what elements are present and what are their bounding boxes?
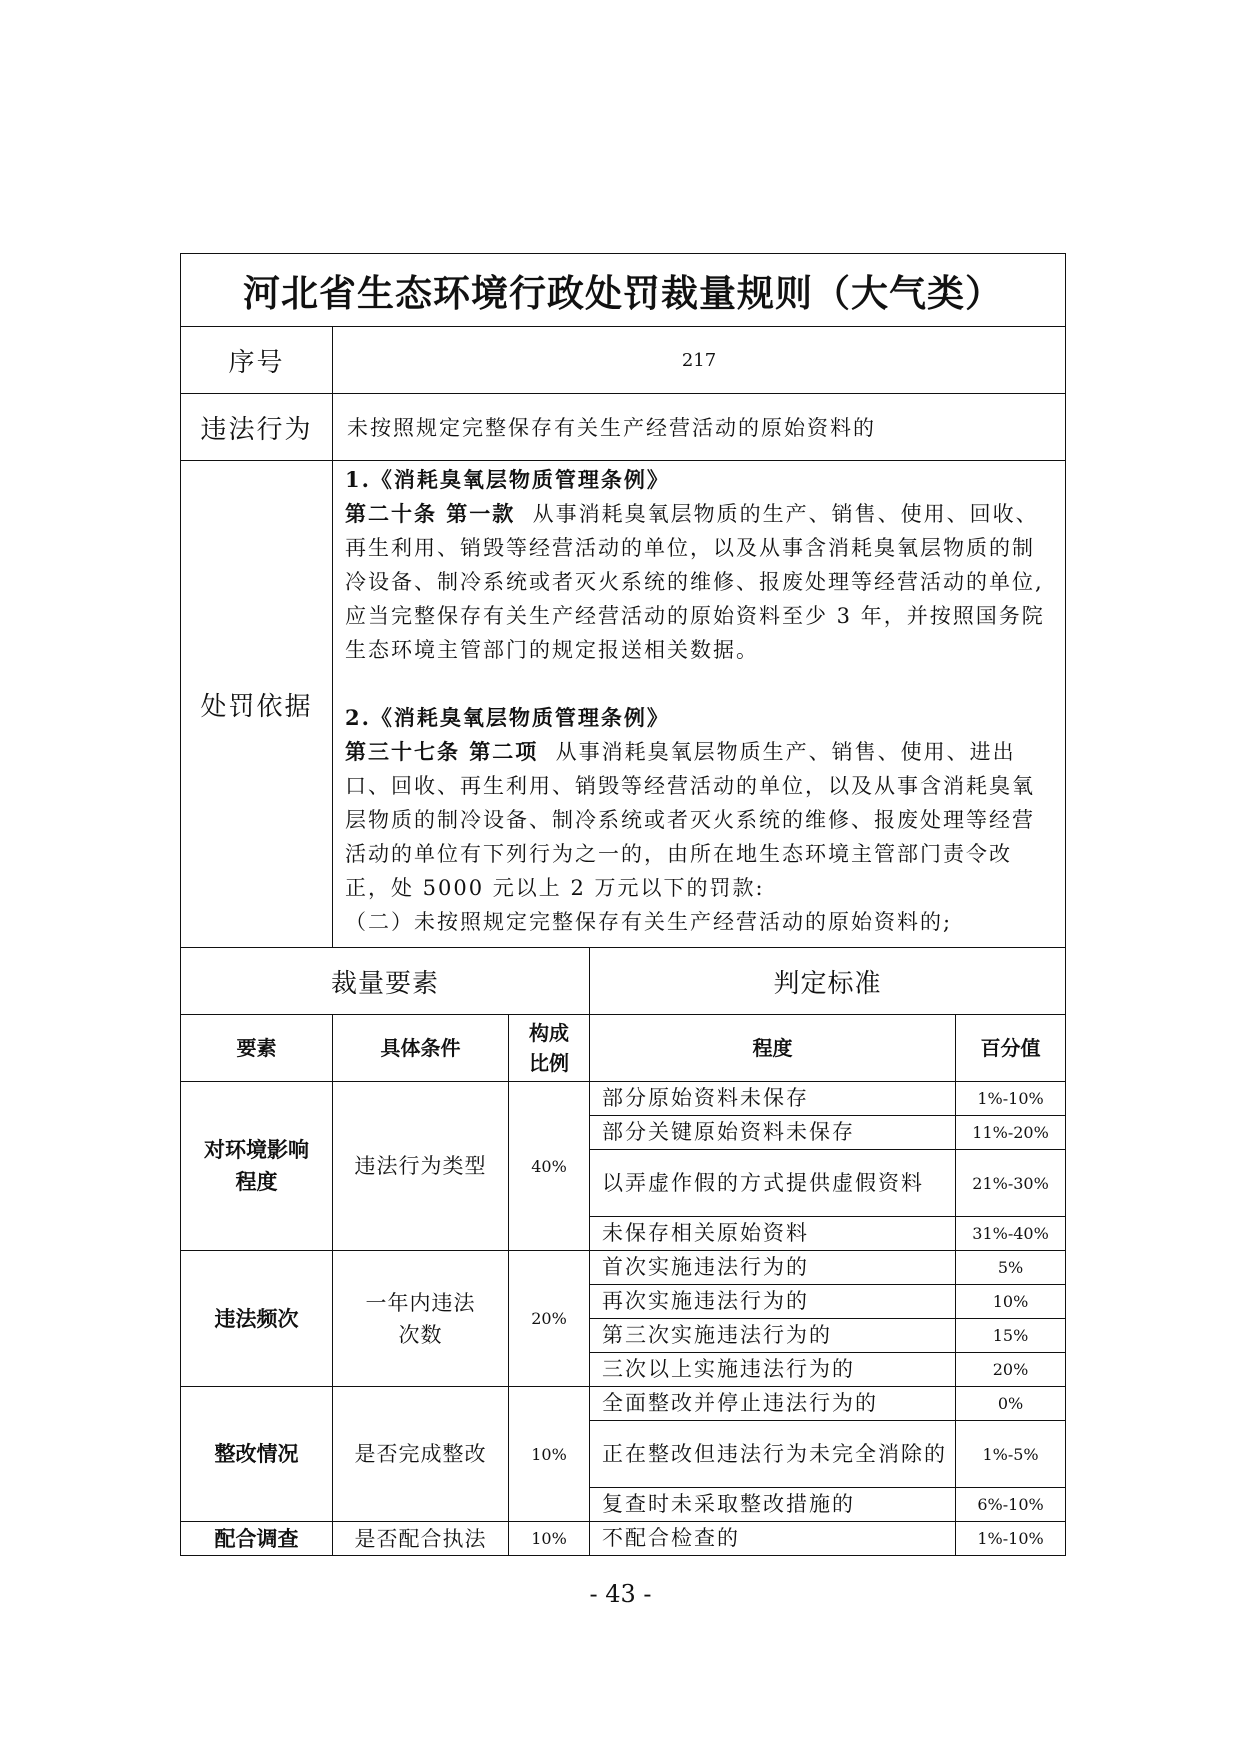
- factor-name: 对环境影响程度: [181, 1082, 333, 1251]
- col-condition: 具体条件: [333, 1015, 509, 1082]
- degree-cell: 全面整改并停止违法行为的: [590, 1387, 956, 1421]
- basis-text-1: 从事消耗臭氧层物质的生产、销售、使用、回收、再生利用、销毁等经营活动的单位，以及从事含消耗臭氧层物质的制冷设备、制冷系统或者灭火系统的维修、报废处理等经营活动的单位,应当完整保存有关生产经营活动的原始资料至少 3 年，并按照国务院生态环境主管部门的规定报送相关数据。: [345, 502, 1045, 662]
- degree-cell: 再次实施违法行为的: [590, 1285, 956, 1319]
- basis-article-paragraph-1: [345, 502, 1045, 662]
- percent-cell: 10%: [956, 1285, 1066, 1319]
- percent-cell: 31%-40%: [956, 1217, 1066, 1251]
- factor-condition: 是否配合执法: [333, 1522, 509, 1556]
- factor-ratio: 20%: [509, 1251, 590, 1387]
- degree-cell: 首次实施违法行为的: [590, 1251, 956, 1285]
- serial-value: 217: [333, 327, 1066, 394]
- table-row: [181, 1522, 1066, 1556]
- degree-cell: 部分关键原始资料未保存: [590, 1116, 956, 1150]
- percent-cell: 5%: [956, 1251, 1066, 1285]
- percent-cell: 1%-10%: [956, 1082, 1066, 1116]
- percent-cell: 1%-5%: [956, 1421, 1066, 1488]
- degree-cell: 以弄虚作假的方式提供虚假资料: [590, 1150, 956, 1217]
- violation-value: 未按照规定完整保存有关生产经营活动的原始资料的: [333, 394, 1066, 461]
- degree-cell: 三次以上实施违法行为的: [590, 1353, 956, 1387]
- penalty-rule-document: [180, 253, 1065, 1556]
- section-criteria: 判定标准: [590, 948, 1066, 1015]
- factor-ratio: 10%: [509, 1522, 590, 1556]
- violation-label: 违法行为: [181, 394, 333, 461]
- serial-label: 序号: [181, 327, 333, 394]
- basis-law-2: 2.《消耗臭氧层物质管理条例》: [345, 705, 670, 730]
- table-row: [181, 1251, 1066, 1285]
- factor-condition: 是否完成整改: [333, 1387, 509, 1522]
- percent-cell: 15%: [956, 1319, 1066, 1353]
- table-row: [181, 1082, 1066, 1116]
- factor-condition: 一年内违法次数: [333, 1251, 509, 1387]
- col-degree: 程度: [590, 1015, 956, 1082]
- basis-article-paragraph-2: [345, 740, 1035, 900]
- factor-name: 配合调查: [181, 1522, 333, 1556]
- percent-cell: 0%: [956, 1387, 1066, 1421]
- basis-article-2: 第三十七条 第二项: [345, 739, 539, 764]
- percent-cell: 11%-20%: [956, 1116, 1066, 1150]
- factor-ratio: 40%: [509, 1082, 590, 1251]
- percent-cell: 6%-10%: [956, 1488, 1066, 1522]
- degree-cell: 正在整改但违法行为未完全消除的: [590, 1421, 956, 1488]
- basis-law-1: 1.《消耗臭氧层物质管理条例》: [345, 467, 670, 492]
- col-factor: 要素: [181, 1015, 333, 1082]
- percent-cell: 1%-10%: [956, 1522, 1066, 1556]
- penalty-table: [180, 253, 1066, 1556]
- basis-clause-2: （二）未按照规定完整保存有关生产经营活动的原始资料的;: [345, 910, 953, 934]
- basis-text-2: 从事消耗臭氧层物质生产、销售、使用、进出口、回收、再生利用、销毁等经营活动的单位，以及从事含消耗臭氧层物质的制冷设备、制冷系统或者灭火系统的维修、报废处理等经营活动的单位有下列行为之一的，由所在地生态环境主管部门责令改正，处 5000 元以上 2 万元以下的罚款:: [345, 740, 1035, 900]
- table-row: [181, 1387, 1066, 1421]
- degree-cell: 未保存相关原始资料: [590, 1217, 956, 1251]
- factor-name: 违法频次: [181, 1251, 333, 1387]
- document-title: 河北省生态环境行政处罚裁量规则（大气类）: [181, 254, 1066, 327]
- col-percent: 百分值: [956, 1015, 1066, 1082]
- degree-cell: 不配合检查的: [590, 1522, 956, 1556]
- degree-cell: 复查时未采取整改措施的: [590, 1488, 956, 1522]
- page-number: - 43 -: [589, 1580, 652, 1608]
- section-discretion-factors: 裁量要素: [181, 948, 590, 1015]
- basis-label: 处罚依据: [181, 461, 333, 948]
- factor-condition: 违法行为类型: [333, 1082, 509, 1251]
- degree-cell: 第三次实施违法行为的: [590, 1319, 956, 1353]
- basis-content: [333, 461, 1066, 948]
- col-ratio: 构成比例: [509, 1015, 590, 1082]
- basis-article-1: 第二十条 第一款: [345, 501, 516, 526]
- factor-name: 整改情况: [181, 1387, 333, 1522]
- percent-cell: 20%: [956, 1353, 1066, 1387]
- factor-ratio: 10%: [509, 1387, 590, 1522]
- degree-cell: 部分原始资料未保存: [590, 1082, 956, 1116]
- percent-cell: 21%-30%: [956, 1150, 1066, 1217]
